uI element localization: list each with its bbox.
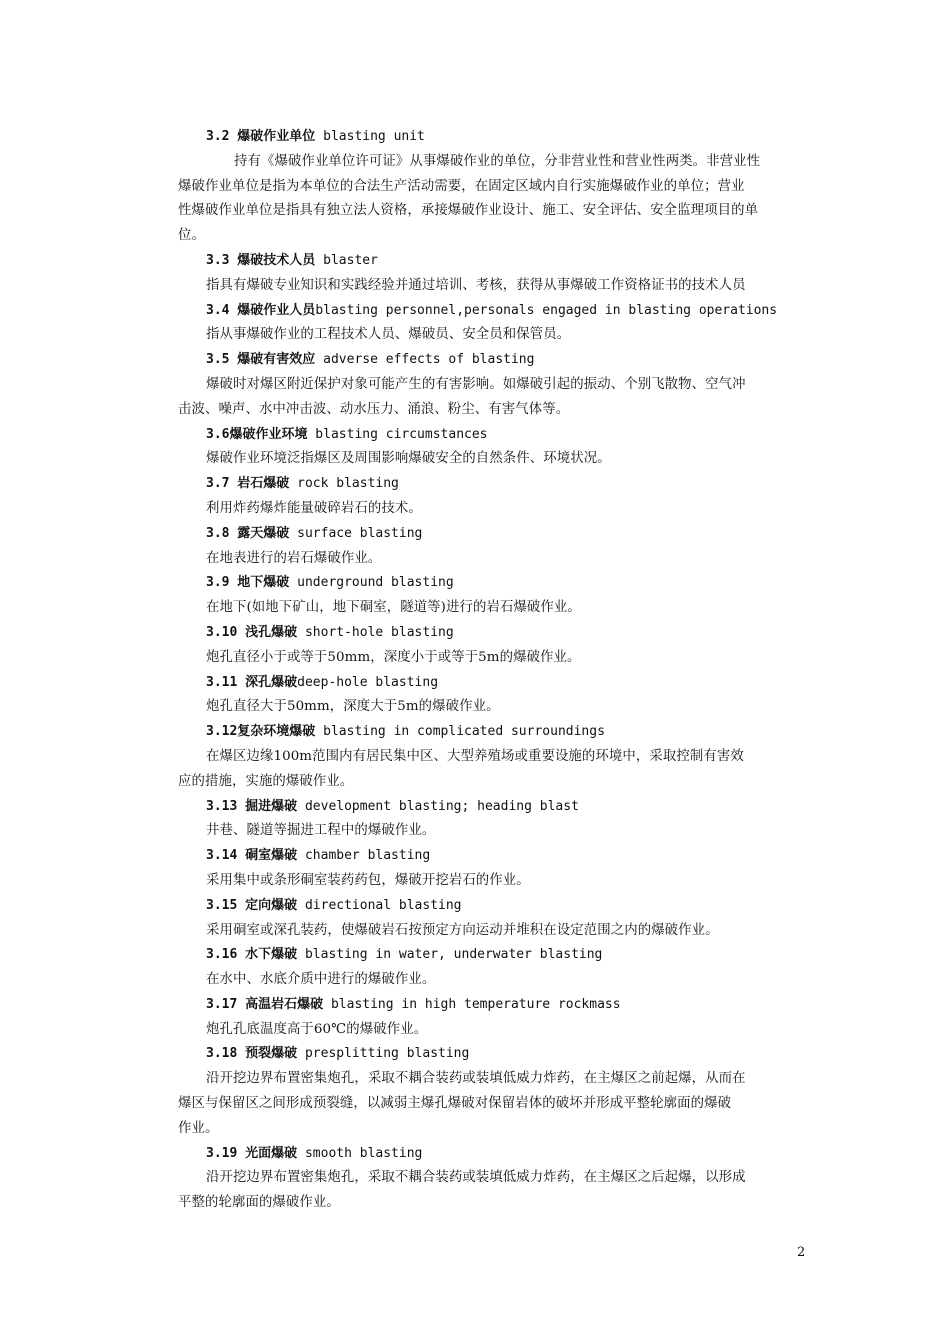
heading-en: blasting in water, underwater blasting (297, 947, 603, 963)
section-heading-3-11 (178, 671, 778, 696)
heading-en: short-hole blasting (297, 624, 454, 640)
section-heading-3-13 (178, 795, 778, 820)
section-heading-3-4 (178, 299, 778, 324)
section-heading-3-9 (178, 571, 778, 596)
heading-cn: 3.11 深孔爆破 (206, 674, 298, 690)
heading-en: blasting in complicated surroundings (315, 724, 605, 740)
heading-cn: 3.3 爆破技术人员 (206, 252, 316, 268)
heading-en: chamber blasting (297, 848, 431, 864)
paragraph-line: 采用集中或条形硐室装药药包，爆破开挖岩石的作业。 (206, 872, 530, 888)
paragraph-line: 应的措施，实施的爆破作业。 (178, 773, 354, 789)
heading-en: smooth blasting (297, 1145, 423, 1161)
page-number: 2 (797, 1245, 806, 1260)
heading-cn: 3.13 掘进爆破 (206, 798, 298, 814)
heading-cn: 3.9 地下爆破 (206, 575, 290, 591)
heading-cn: 3.12复杂环境爆破 (206, 724, 316, 740)
paragraph-line: 沿开挖边界布置密集炮孔，采取不耦合装药或装填低威力炸药，在主爆区之后起爆，以形成 (206, 1170, 746, 1186)
heading-en: surface blasting (289, 525, 423, 541)
paragraph-line: 性爆破作业单位是指具有独立法人资格，承接爆破作业设计、施工、安全评估、安全监理项目的单 (178, 203, 759, 219)
section-heading-3-17 (178, 993, 778, 1018)
section-heading-3-5 (178, 348, 778, 373)
section-heading-3-10 (178, 621, 778, 646)
paragraph-line: 在水中、水底介质中进行的爆破作业。 (206, 972, 436, 988)
heading-cn: 3.14 硐室爆破 (206, 848, 298, 864)
paragraph-line: 指具有爆破专业知识和实践经验并通过培训、考核，获得从事爆破工作资格证书的技术人员 (206, 277, 746, 293)
section-heading-3-15 (178, 894, 778, 919)
heading-en: blasting personnel,personals engaged in blasting operations (315, 302, 778, 318)
section-heading-3-14 (178, 844, 778, 869)
paragraph-line: 利用炸药爆炸能量破碎岩石的技术。 (206, 500, 422, 516)
section-heading-3-18 (178, 1042, 778, 1067)
section-heading-3-7 (178, 472, 778, 497)
heading-en: deep-hole blasting (297, 674, 439, 690)
section-heading-3-16 (178, 943, 778, 968)
heading-en: adverse effects of blasting (315, 352, 535, 368)
section-heading-3-3 (178, 249, 778, 274)
paragraph-line: 爆破作业环境泛指爆区及周围影响爆破安全的自然条件、环境状况。 (206, 451, 611, 467)
paragraph-line: 采用硐室或深孔装药，使爆破岩石按预定方向运动并堆积在设定范围之内的爆破作业。 (206, 922, 719, 938)
paragraph-line: 炮孔孔底温度高于60℃的爆破作业。 (206, 1021, 428, 1037)
heading-cn: 3.5 爆破有害效应 (206, 352, 316, 368)
paragraph-line: 在地表进行的岩石爆破作业。 (206, 550, 382, 566)
heading-cn: 3.17 高温岩石爆破 (206, 996, 324, 1012)
section-heading-3-19 (178, 1142, 778, 1167)
paragraph-line: 炮孔直径小于或等于50mm，深度小于或等于5m的爆破作业。 (206, 649, 581, 665)
heading-cn: 3.7 岩石爆破 (206, 476, 290, 492)
document-page (178, 125, 778, 1216)
paragraph-line: 击波、噪声、水中冲击波、动水压力、涌浪、粉尘、有害气体等。 (178, 401, 570, 417)
paragraph-line: 持有《爆破作业单位许可证》从事爆破作业的单位，分非营业性和营业性两类。非营业性 (234, 153, 761, 169)
paragraph-line: 爆破时对爆区附近保护对象可能产生的有害影响。如爆破引起的振动、个别飞散物、空气冲 (206, 376, 746, 392)
heading-cn: 3.10 浅孔爆破 (206, 624, 298, 640)
heading-cn: 3.19 光面爆破 (206, 1145, 298, 1161)
heading-cn: 3.8 露天爆破 (206, 525, 290, 541)
heading-cn: 3.2 爆破作业单位 (206, 129, 316, 144)
paragraph-line: 在爆区边缘100m范围内有居民集中区、大型养殖场或重要设施的环境中，采取控制有害效 (206, 748, 744, 764)
paragraph-line: 井巷、隧道等掘进工程中的爆破作业。 (206, 823, 436, 839)
heading-en: presplitting blasting (297, 1046, 470, 1062)
paragraph-line: 作业。 (178, 1120, 219, 1136)
paragraph-line: 炮孔直径大于50mm，深度大于5m的爆破作业。 (206, 699, 500, 715)
paragraph-line: 平整的轮廓面的爆破作业。 (178, 1195, 340, 1211)
section-heading-3-12 (178, 720, 778, 745)
heading-cn: 3.4 爆破作业人员 (206, 302, 316, 318)
heading-en: blasting in high temperature rockmass (323, 996, 621, 1012)
paragraph-line: 爆破作业单位是指为本单位的合法生产活动需要，在固定区域内自行实施爆破作业的单位；营业 (178, 178, 745, 194)
paragraph-line: 沿开挖边界布置密集炮孔，采取不耦合装药或装填低威力炸药，在主爆区之前起爆，从而在 (206, 1071, 746, 1087)
paragraph-line: 指从事爆破作业的工程技术人员、爆破员、安全员和保管员。 (206, 327, 571, 343)
heading-cn: 3.18 预裂爆破 (206, 1046, 298, 1062)
heading-en: blasting unit (315, 129, 425, 144)
heading-en: development blasting; heading blast (297, 798, 579, 814)
heading-cn: 3.6爆破作业环境 (206, 426, 308, 442)
heading-en: rock blasting (289, 476, 399, 492)
paragraph-line: 位。 (178, 228, 205, 244)
section-heading-3-6 (178, 423, 778, 448)
heading-cn: 3.15 定向爆破 (206, 897, 298, 913)
paragraph-line: 爆区与保留区之间形成预裂缝，以减弱主爆孔爆破对保留岩体的破坏并形成平整轮廓面的爆破 (178, 1096, 732, 1112)
heading-en: underground blasting (289, 575, 454, 591)
heading-en: blaster (315, 252, 378, 268)
heading-cn: 3.16 水下爆破 (206, 947, 298, 963)
section-heading-3-8 (178, 522, 778, 547)
paragraph-line: 在地下(如地下矿山，地下硐室，隧道等)进行的岩石爆破作业。 (206, 600, 581, 616)
section-heading-3-2 (178, 125, 778, 150)
heading-en: blasting circumstances (307, 426, 488, 442)
heading-en: directional blasting (297, 897, 462, 913)
